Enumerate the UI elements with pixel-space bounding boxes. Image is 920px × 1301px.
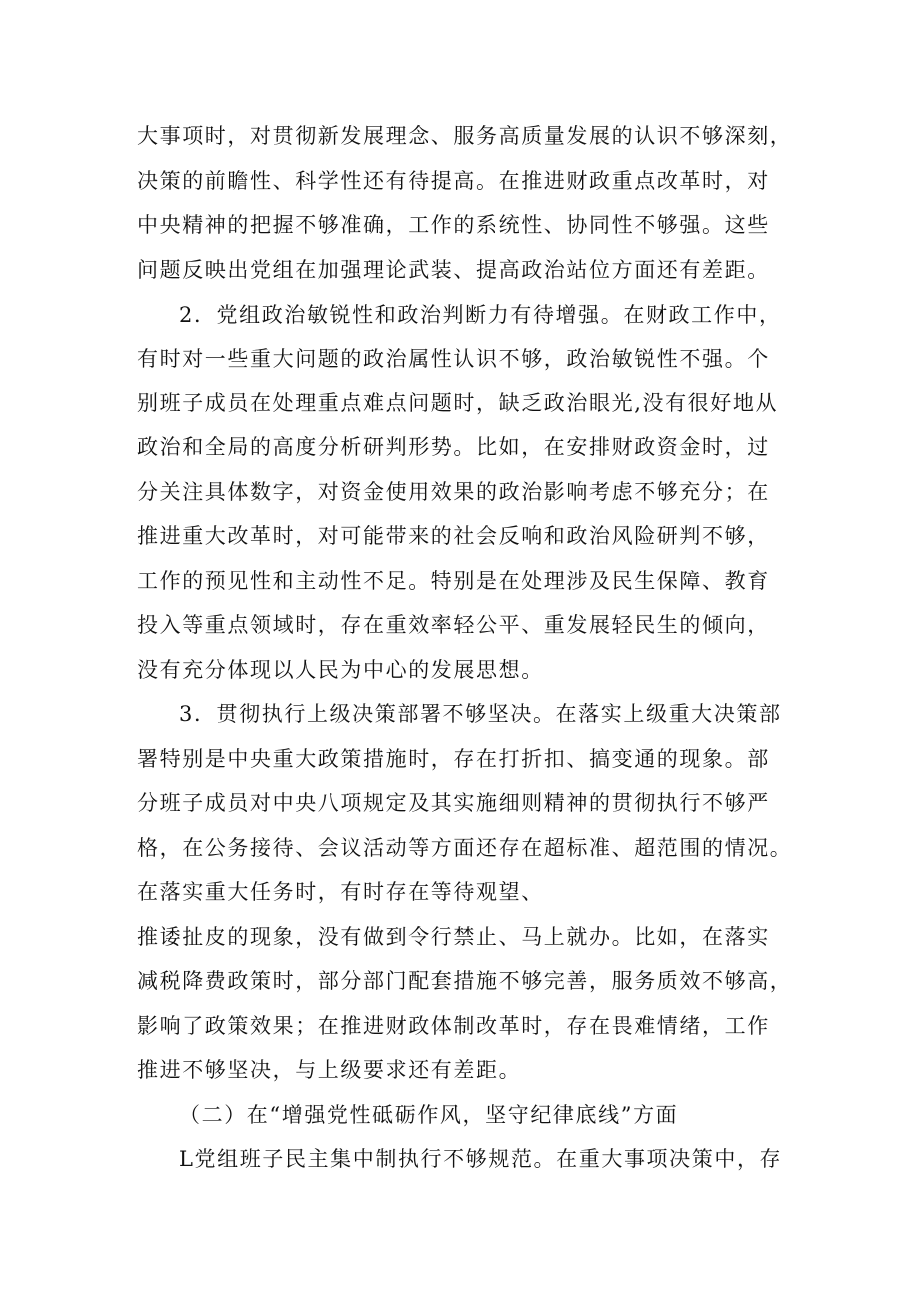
text-line: 分班子成员对中央八项规定及其实施细则精神的贯彻执行不够严 xyxy=(137,791,770,815)
text-line: 投入等重点领域时，存在重效率轻公平、重发展轻民生的倾向， xyxy=(137,613,770,637)
text-line: 推进不够坚决，与上级要求还有差距。 xyxy=(137,1058,522,1082)
text-line: 署特别是中央重大政策措施时，存在打折扣、搞变通的现象。部 xyxy=(137,747,770,771)
text-line: 中央精神的把握不够准确，工作的系统性、协同性不够强。这些 xyxy=(137,213,770,237)
text-line: 在落实重大任务时，有时存在等待观望、 xyxy=(137,880,544,904)
section-item-1-heading: L党组班子民主集中制执行不够规范。在重大事项决策中，存 xyxy=(179,1147,783,1171)
subsection-heading: （二）在“增强党性砥砺作风，坚守纪律底线”方面 xyxy=(179,1103,679,1127)
section-item-3-heading: 3．贯彻执行上级决策部署不够坚决。在落实上级重大决策部 xyxy=(179,702,782,726)
text-line: 大事项时，对贯彻新发展理念、服务高质量发展的认识不够深刻， xyxy=(137,124,793,148)
text-line: 问题反映出党组在加强理论武装、提高政治站位方面还有差距。 xyxy=(137,258,770,282)
text-line: 有时对一些重大问题的政治属性认识不够，政治敏锐性不强。个 xyxy=(137,347,770,371)
text-line: 推诿扯皮的现象，没有做到令行禁止、马上就办。比如，在落实 xyxy=(137,925,770,949)
text-line: 政治和全局的高度分析研判形势。比如，在安排财政资金时，过 xyxy=(137,435,770,459)
text-line: 推进重大改革时，对可能带来的社会反响和政治风险研判不够， xyxy=(137,524,770,548)
text-line: 决策的前瞻性、科学性还有待提高。在推进财政重点改革时，对 xyxy=(137,169,770,193)
text-line: 影响了政策效果；在推进财政体制改革时，存在畏难情绪，工作 xyxy=(137,1014,770,1038)
section-item-2-heading: 2．党组政治敏锐性和政治判断力有待增强。在财政工作中， xyxy=(179,303,782,327)
text-line: 别班子成员在处理重点难点问题时，缺乏政治眼光,没有很好地从 xyxy=(137,391,779,415)
text-line: 工作的预见性和主动性不足。特别是在处理涉及民生保障、教育 xyxy=(137,569,770,593)
text-line: 格，在公务接待、会议活动等方面还存在超标准、超范围的情况。 xyxy=(137,836,793,860)
text-line: 没有充分体现以人民为中心的发展思想。 xyxy=(137,658,544,682)
text-line: 减税降费政策时，部分部门配套措施不够完善，服务质效不够高， xyxy=(137,969,793,993)
text-line: 分关注具体数字，对资金使用效果的政治影响考虑不够充分；在 xyxy=(137,480,770,504)
